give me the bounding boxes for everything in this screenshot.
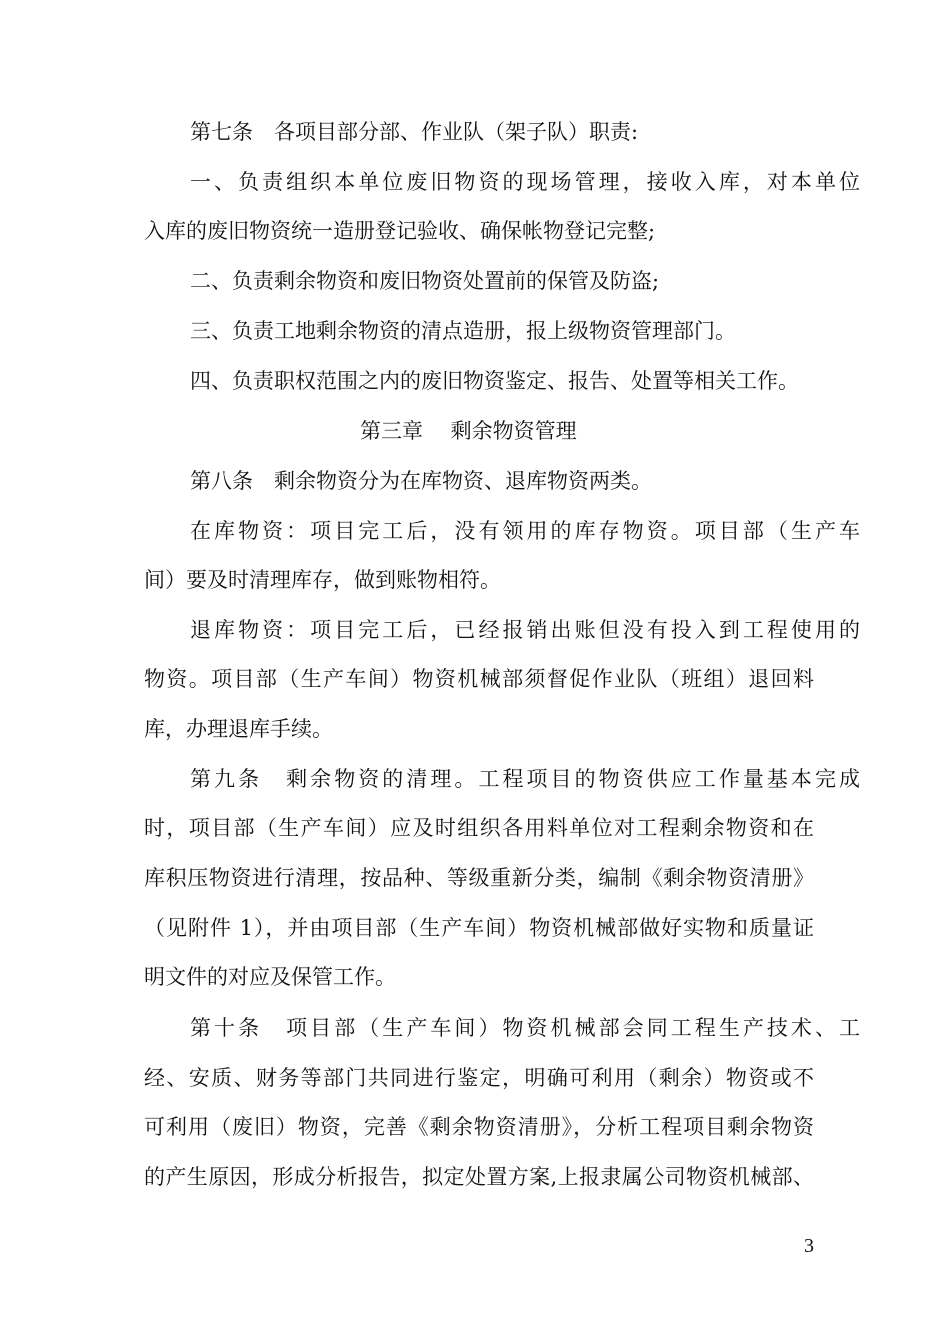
article-7-item-1-line-2: 入库的废旧物资统一造册登记验收、确保帐物登记完整; bbox=[144, 219, 656, 243]
article-9-line-2: 时，项目部（生产车间）应及时组织各用料单位对工程剩余物资和在 bbox=[144, 816, 814, 840]
article-10-line-4: 的产生原因，形成分析报告，拟定处置方案,上报隶属公司物资机械部、 bbox=[144, 1165, 814, 1189]
article-7-title: 第七条 各项目部分部、作业队（架子队）职责: bbox=[190, 120, 639, 144]
article-9-line-1: 第九条 剩余物资的清理。工程项目的物资供应工作量基本完成 bbox=[190, 767, 860, 791]
article-9-line-5: 明文件的对应及保管工作。 bbox=[144, 965, 396, 989]
article-9-line-3: 库积压物资进行清理，按品种、等级重新分类，编制《剩余物资清册》 bbox=[144, 866, 814, 890]
article-7-item-4: 四、负责职权范围之内的废旧物资鉴定、报告、处置等相关工作。 bbox=[190, 369, 799, 393]
article-7-item-2: 二、负责剩余物资和废旧物资处置前的保管及防盗; bbox=[190, 269, 660, 293]
article-8-in-stock-line-1: 在库物资：项目完工后，没有领用的库存物资。项目部（生产车 bbox=[190, 519, 860, 543]
article-8-returned-line-3: 库，办理退库手续。 bbox=[144, 717, 333, 741]
article-8-in-stock-line-2: 间）要及时清理库存，做到账物相符。 bbox=[144, 568, 501, 592]
article-8-text: 第八条 剩余物资分为在库物资、退库物资两类。 bbox=[190, 469, 652, 493]
article-9-line-4: （见附件 1），并由项目部（生产车间）物资机械部做好实物和质量证 bbox=[144, 916, 814, 940]
article-10-line-3: 可利用（废旧）物资，完善《剩余物资清册》，分析工程项目剩余物资 bbox=[144, 1115, 814, 1139]
chapter-3-heading: 第三章 剩余物资管理 bbox=[360, 419, 577, 443]
page-number: 3 bbox=[804, 1235, 814, 1257]
article-8-returned-line-2: 物资。项目部（生产车间）物资机械部须督促作业队（班组）退回料 bbox=[144, 667, 814, 691]
article-10-line-1: 第十条 项目部（生产车间）物资机械部会同工程生产技术、工 bbox=[190, 1016, 860, 1040]
article-7-item-3: 三、负责工地剩余物资的清点造册，报上级物资管理部门。 bbox=[190, 319, 736, 343]
article-8-returned-line-1: 退库物资：项目完工后，已经报销出账但没有投入到工程使用的 bbox=[190, 618, 860, 642]
article-7-item-1-line-1: 一、负责组织本单位废旧物资的现场管理，接收入库，对本单位 bbox=[190, 170, 860, 194]
article-10-line-2: 经、安质、财务等部门共同进行鉴定，明确可利用（剩余）物资或不 bbox=[144, 1066, 814, 1090]
